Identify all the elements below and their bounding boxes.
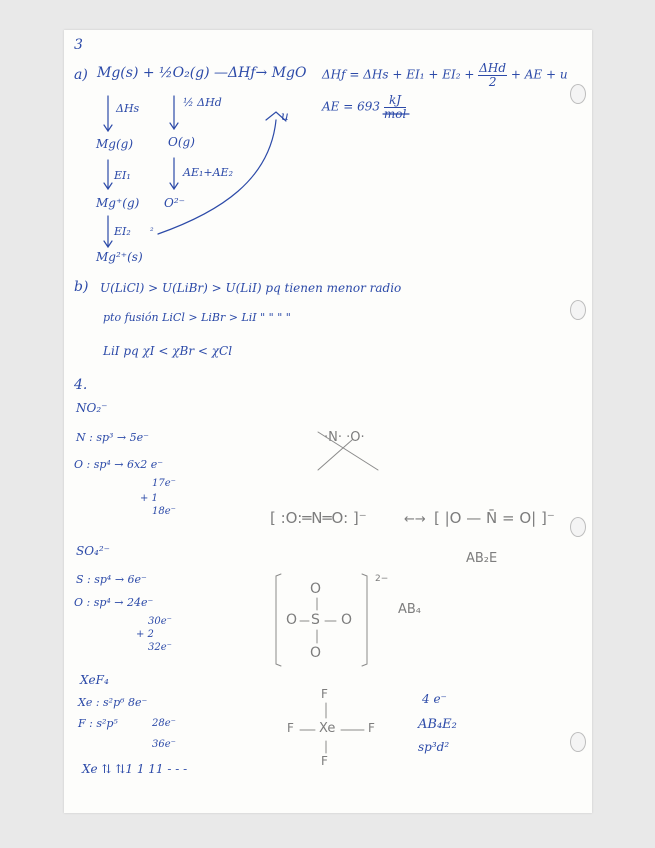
xef4-lone-electrons: 4 e⁻	[422, 692, 447, 706]
lattice-energy-curve	[158, 120, 276, 234]
no2-lewis-structure-1: [ :O:═N═O: ]⁻	[270, 509, 367, 527]
no2-o-electrons: O : sp⁴ → 6x2 e⁻	[74, 458, 164, 471]
so4-geometry: AB₄	[398, 602, 422, 617]
no2-lewis-structure-2: [ |O — N̄ = O| ]⁻	[434, 509, 555, 527]
xef4-top-fluorine: F	[321, 687, 328, 701]
xef4-bonds	[300, 703, 364, 753]
cycle-lattice-label: u	[281, 109, 289, 123]
so4-title: SO₄²⁻	[76, 544, 111, 558]
so4-right-oxygen: O	[341, 612, 353, 628]
xef4-xe-electrons: Xe : s²p⁶ 8e⁻	[78, 696, 148, 709]
so4-charge: 2−	[375, 574, 389, 584]
cycle-mg-2plus: Mg²⁺(s)	[96, 250, 143, 264]
part-b-label: b)	[74, 279, 89, 295]
no2-sketch: ·N· ·O·	[324, 430, 365, 445]
cycle-dissociation-label: ½ ΔHd	[183, 96, 222, 109]
cycle-o-gas: O(g)	[168, 135, 195, 149]
so4-charge-add: + 2	[136, 629, 154, 640]
lattice-energy-order: U(LiCl) > U(LiBr) > U(LiI) pq tienen menor radio	[100, 281, 402, 295]
xef4-f-count: 28e⁻	[152, 718, 176, 729]
cycle-ae-label: AE₁+AE₂	[183, 166, 233, 179]
cycle-mg-plus: Mg⁺(g)	[96, 196, 140, 210]
cycle-mg-gas: Mg(g)	[96, 137, 134, 151]
xef4-xenon: Xe	[319, 721, 336, 736]
so4-bonds	[300, 598, 336, 643]
so4-top-oxygen: O	[310, 581, 322, 597]
no2-n-electrons: N : sp³ → 5e⁻	[76, 431, 149, 444]
xef4-hybridization: sp³d²	[418, 740, 450, 754]
so4-o-electrons: O : sp⁴ → 24e⁻	[74, 596, 154, 609]
question-4-number: 4.	[74, 377, 88, 393]
so4-total: 32e⁻	[148, 642, 172, 653]
cycle-ei1-label: EI₁	[114, 169, 131, 182]
xef4-left-fluorine: F	[287, 721, 294, 735]
no2-subtotal: 17e⁻	[152, 478, 176, 489]
so4-bottom-oxygen: O	[310, 645, 322, 661]
enthalpy-equation-rhs: + AE + u	[510, 67, 568, 82]
no2-total: 18e⁻	[152, 506, 176, 517]
cycle-sublimation-label: ΔHs	[116, 102, 140, 115]
xef4-bottom-fluorine: F	[321, 754, 328, 768]
question-3-number: 3	[74, 37, 83, 53]
no2-title: NO₂⁻	[76, 401, 108, 415]
fraction-numerator: ΔHd	[479, 61, 507, 75]
cycle-arrow-4	[170, 158, 178, 189]
xef4-geometry: AB₄E₂	[418, 717, 457, 732]
electronegativity-order: LiI pq χI < χBr < χCl	[103, 344, 233, 358]
xef4-total: 36e⁻	[152, 739, 176, 750]
ae-unit-denominator: mol	[383, 106, 407, 121]
ae-unit-numerator: kJ	[384, 94, 406, 108]
melting-point-order: pto fusión LiCl > LiBr > LiI " " " "	[103, 311, 291, 324]
so4-subtotal: 30e⁻	[148, 616, 172, 627]
xef4-title: XeF₄	[80, 673, 109, 687]
cycle-tick-mark: ²	[150, 227, 154, 237]
so4-left-bracket	[276, 574, 281, 666]
cycle-arrow-1	[104, 96, 112, 131]
no2-charge-add: + 1	[140, 493, 158, 504]
fraction-denominator: 2	[488, 74, 497, 89]
part-a-label: a)	[74, 67, 88, 83]
no2-sketch-cross	[318, 432, 378, 470]
so4-sulfur: S	[311, 612, 320, 628]
so4-left-oxygen: O	[286, 612, 298, 628]
cycle-ei2-label: EI₂	[114, 225, 131, 238]
resonance-arrow: ←→	[404, 512, 426, 527]
so4-s-electrons: S : sp⁴ → 6e⁻	[76, 573, 147, 586]
xef4-f-electrons: F : s²p⁵	[78, 717, 118, 730]
ae-value: AE = 693	[322, 99, 381, 114]
cycle-arrow-5	[104, 216, 112, 247]
cycle-arrow-3	[104, 160, 112, 189]
no2-geometry: AB₂E	[466, 551, 498, 566]
formation-reaction: Mg(s) + ½O₂(g) —ΔHƒ→ MgO	[97, 65, 307, 81]
xef4-right-fluorine: F	[368, 721, 375, 735]
xenon-orbital-configuration: Xe ⇅ ⇅1 1 11 - - -	[82, 762, 188, 776]
enthalpy-equation-lhs: ΔHƒ = ΔHs + EI₁ + EI₂ +	[322, 67, 475, 82]
so4-right-bracket	[362, 574, 367, 666]
cycle-arrow-2	[170, 96, 178, 129]
cycle-o-2minus: O²⁻	[164, 196, 185, 210]
